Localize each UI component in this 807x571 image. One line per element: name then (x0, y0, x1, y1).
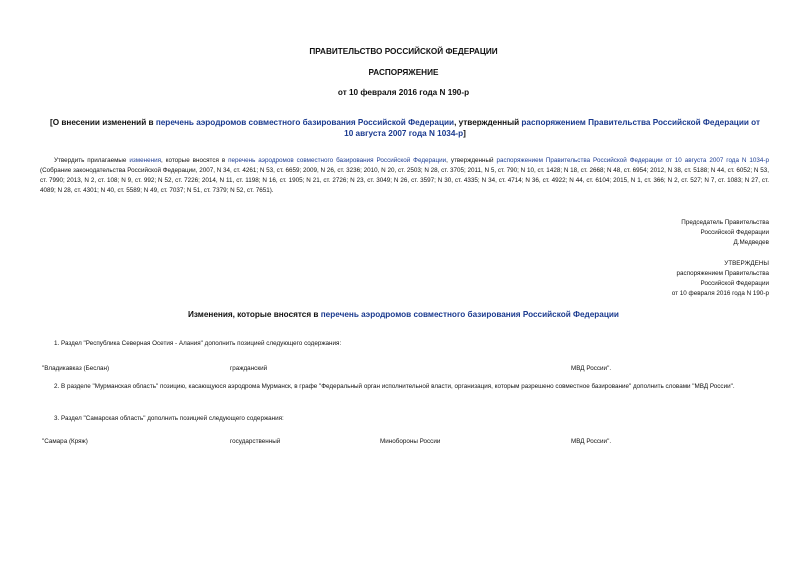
title-link-list[interactable]: перечень аэродромов совместного базирования Российской Федерации (155, 118, 455, 127)
item-2: 2. В разделе "Мурманская область" позицию, касающуюся аэродрома Мурманск, в графе "Федеральный орган исполнительной власти, организация, которым разрешено совместное базирование" дополнить словами "МВД России". (54, 383, 735, 390)
signature-block (681, 218, 769, 248)
signature-line-1: Председатель Правительства (681, 219, 769, 226)
changes-title (0, 310, 807, 319)
changes-title-link[interactable]: перечень аэродромов совместного базирования Российской Федерации (320, 310, 619, 319)
row3-agency: МВД России". (571, 438, 612, 445)
row3-type: государственный (230, 438, 281, 445)
intro-link-changes[interactable]: изменения (129, 157, 161, 164)
approved-line-3: Российской Федерации (700, 280, 769, 287)
item-3: 3. Раздел "Самарская область" дополнить позицией следующего содержания: (54, 415, 284, 422)
row1-type: гражданский (230, 365, 268, 372)
title-text-1: [О внесении изменений в (50, 118, 156, 127)
approved-block (672, 259, 769, 299)
intro-text-1: Утвердить прилагаемые (54, 157, 130, 164)
intro-text-3: , утвержденный (446, 157, 497, 164)
row3-aerodrome: "Самара (Кряж) (42, 438, 88, 445)
header-doc-type: РАСПОРЯЖЕНИЕ (368, 68, 439, 77)
row1-agency: МВД России". (571, 365, 612, 372)
row3-ministry: Минобороны России (380, 438, 441, 445)
header-org: ПРАВИТЕЛЬСТВО РОССИЙСКОЙ ФЕДЕРАЦИИ (309, 47, 498, 56)
header-date-number: от 10 февраля 2016 года N 190-р (337, 88, 470, 97)
intro-paragraph (40, 156, 769, 196)
intro-link-decree[interactable]: распоряжением Правительства Российской Федерации от 10 августа 2007 года N 1034-р (496, 157, 769, 164)
title-text-3: ] (463, 129, 466, 138)
row1-aerodrome: "Владикавказ (Беслан) (42, 365, 110, 372)
item-1: 1. Раздел "Республика Северная Осетия - Алания" дополнить позицией следующего содержания: (54, 340, 342, 347)
approved-line-1: УТВЕРЖДЕНЫ (724, 260, 769, 267)
title-text-2: , утвержденный (454, 118, 522, 127)
approved-line-2: распоряжением Правительства (676, 270, 769, 277)
signature-line-3: Д.Медведев (733, 239, 769, 246)
approved-line-4: от 10 февраля 2016 года N 190-р (671, 290, 769, 297)
intro-link-list[interactable]: перечень аэродромов совместного базирования Российской Федерации (228, 157, 447, 164)
title-link-decree[interactable]: распоряжением Правительства Российской Федерации от 10 августа 2007 года N 1034-р (344, 118, 760, 138)
document-title (50, 117, 760, 139)
intro-text-2: , которые вносятся в (161, 157, 229, 164)
intro-text-4: (Собрание законодательства Российской Федерации, 2007, N 34, ст. 4261; N 53, ст. 6659; 2009, N 26, ст. 3236; 2010, N 20, ст. 2503; N 28, ст. 3705; 2011, N 5, ст. 790; N 10, ст. 1428; N 18, ст. 2668; N 48, ст. 6954; 2012, N 38, ст. 5188; N 44, ст. 6052; N 53, ст. 7990; 2013, N 2, ст. 108; N 9, ст. 992; N 52, ст. 7226; 2014, N 11, ст. 1198; N 16, ст. 1905; N 21, ст. 2726; N 23, ст. 3049; N 26, ст. 3597; N 30, ст. 4335; N 34, ст. 4714; N 36, ст. 4922; N 44, ст. 6104; 2015, N 1, ст. 366; N 2, ст. 527; N 7, ст. 1083; N 27, ст. 4089; N 28, ст. 4301; N 40, ст. 5589; N 49, ст. 7037; N 51, ст. 7379; N 52, ст. 7651). (40, 167, 769, 194)
changes-title-text: Изменения, которые вносятся в (188, 310, 321, 319)
signature-line-2: Российской Федерации (700, 229, 769, 236)
